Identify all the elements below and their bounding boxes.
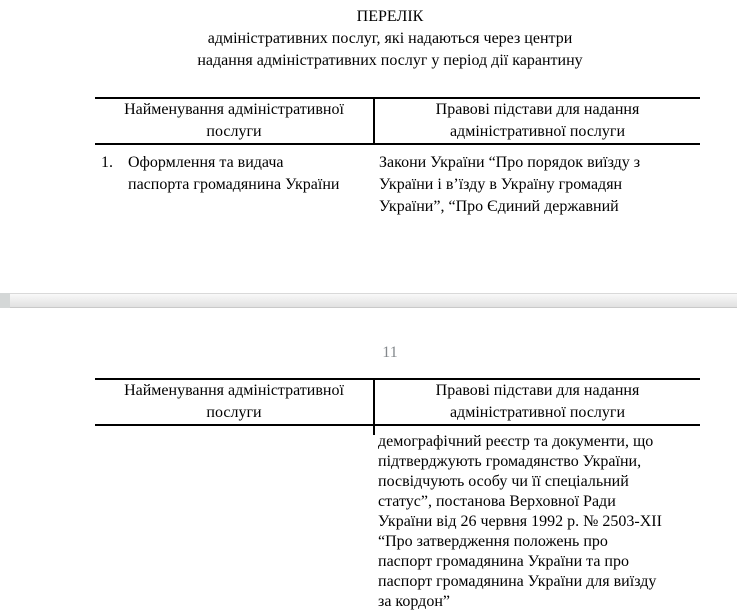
legal-text-line: паспорт громадянина України та про	[378, 553, 629, 570]
document-page-1	[0, 0, 737, 293]
document-title	[90, 6, 690, 72]
legal-text-line: за кордон”	[378, 593, 450, 610]
table-header-row	[95, 97, 700, 145]
legal-text-line: Закони України “Про порядок виїзду з	[379, 154, 641, 171]
header-text-line: послуги	[206, 123, 262, 140]
header-text-line: адміністративної послуги	[449, 123, 626, 140]
legal-basis-cell	[375, 152, 700, 218]
header-text-line: адміністративної послуги	[449, 404, 626, 421]
table-row	[95, 145, 700, 218]
legal-text-line: паспорт громадянина України для виїзду	[378, 573, 657, 590]
service-text-line: паспорта громадянина України	[128, 176, 340, 193]
page-break-divider	[0, 293, 737, 308]
legal-text-line: “Про затвердження положень про	[378, 533, 608, 550]
header-cell-legal-basis	[375, 380, 700, 424]
header-text-line: послуги	[206, 404, 262, 421]
page-number: 11	[382, 344, 398, 361]
header-cell-legal-basis	[375, 99, 700, 143]
row-number: 1.	[101, 154, 113, 171]
header-text-line: Найменування адміністративної	[124, 382, 344, 399]
service-text-line: Оформлення та видача	[128, 154, 284, 171]
services-table-page2	[95, 378, 700, 612]
legal-basis-continuation-cell	[95, 426, 700, 612]
legal-text-line: України і в’їзду в Україну громадян	[379, 176, 623, 193]
legal-text-line: статус”, постанова Верховної Ради	[378, 493, 616, 510]
service-name-cell	[128, 152, 375, 218]
legal-text-line: демографічний реєстр та документи, що	[378, 433, 654, 450]
document-title-line: ПЕРЕЛІК	[356, 8, 424, 25]
legal-text-line: України”, “Про Єдиний державний	[379, 198, 619, 215]
document-page-2	[0, 308, 737, 610]
column-divider-stub	[373, 426, 375, 435]
document-title-line: надання адміністративних послуг у період дії карантину	[197, 52, 583, 69]
header-cell-service-name	[95, 380, 375, 424]
services-table-page1	[95, 97, 700, 218]
legal-text-line: посвідчують особу чи її спеціальний	[378, 473, 629, 490]
legal-text-line: України від 26 червня 1992 р. № 2503-XII	[378, 513, 662, 530]
header-cell-service-name	[95, 99, 375, 143]
document-title-line: адміністративних послуг, які надаються через центри	[207, 30, 573, 47]
header-text-line: Правові підстави для надання	[435, 382, 640, 399]
legal-text-line: підтверджують громадянство України,	[378, 453, 642, 470]
header-text-line: Правові підстави для надання	[435, 101, 640, 118]
header-text-line: Найменування адміністративної	[124, 101, 344, 118]
table-header-row	[95, 378, 700, 426]
